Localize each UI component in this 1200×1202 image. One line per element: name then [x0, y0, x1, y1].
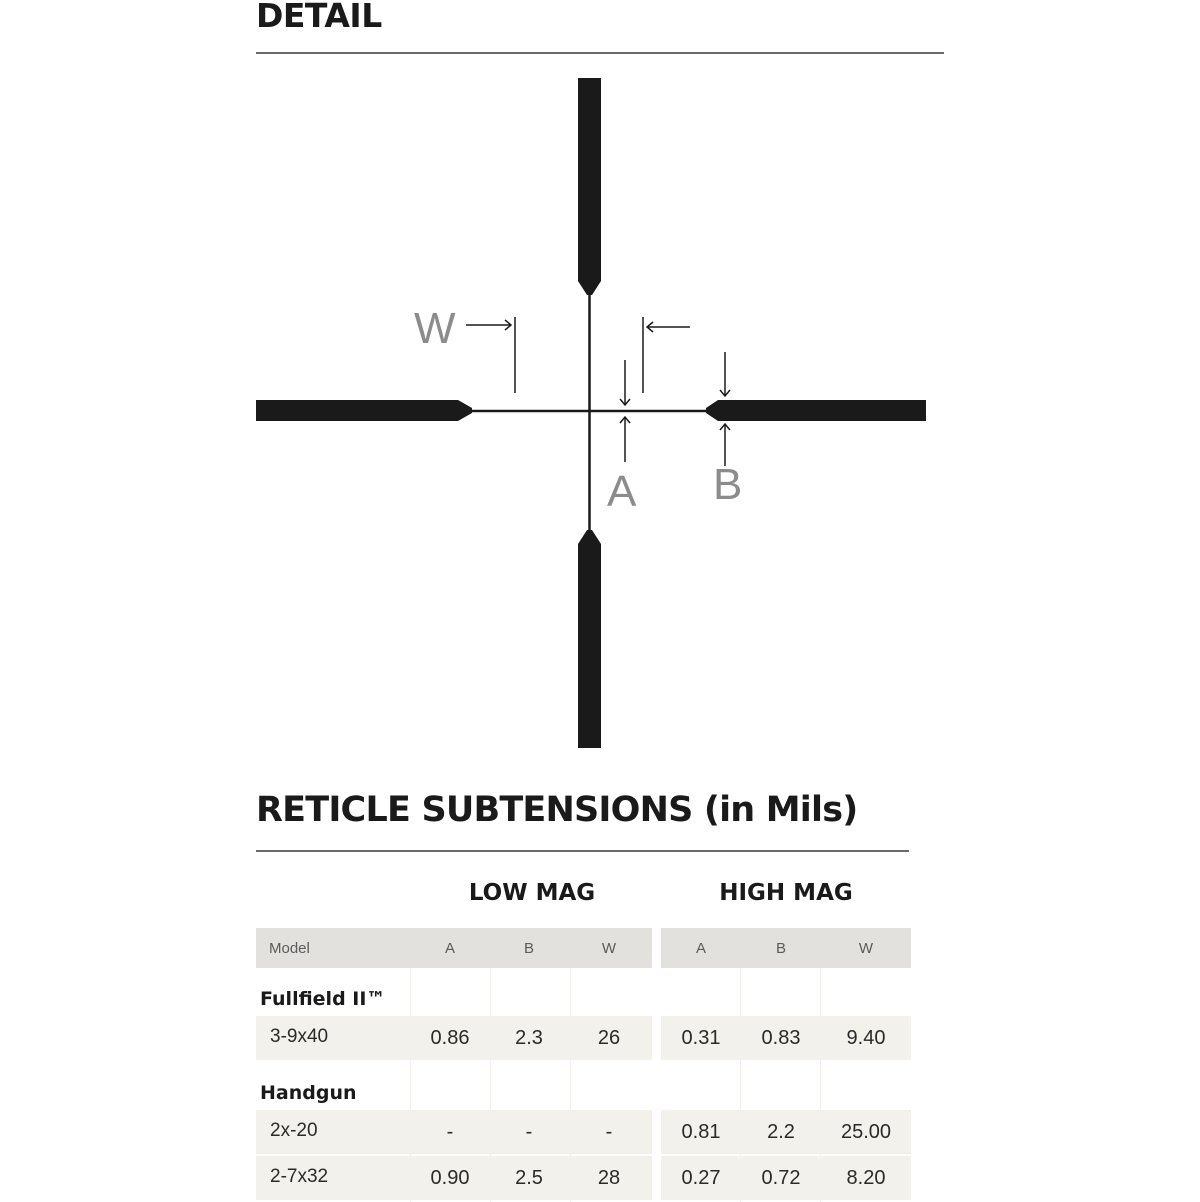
column-separator	[410, 968, 411, 1202]
column-separator	[490, 968, 491, 1202]
reticle-post-top	[578, 78, 601, 295]
header-low-w: W	[601, 939, 617, 957]
header-high-w: W	[858, 939, 874, 957]
low-value-w: 28	[597, 1166, 621, 1189]
header-high-a: A	[695, 939, 706, 957]
w-label: W	[414, 304, 456, 353]
column-separator	[820, 968, 821, 1202]
model-name: 3-9x40	[270, 1026, 329, 1047]
header-model: Model	[269, 939, 310, 957]
high-mag-heading: HIGH MAG	[719, 880, 853, 906]
low-value-w: 26	[597, 1026, 621, 1049]
detail-title: DETAIL	[256, 0, 382, 35]
reticle-post-right	[706, 400, 926, 421]
model-name: 2x-20	[270, 1120, 318, 1141]
low-value-a: 0.90	[430, 1166, 470, 1189]
high-value-w: 8.20	[846, 1166, 886, 1189]
model-name: 2-7x32	[270, 1166, 329, 1187]
high-value-a: 0.27	[681, 1166, 721, 1189]
low-value-b: 2.5	[515, 1166, 543, 1189]
high-value-w: 25.00	[840, 1120, 892, 1143]
a-label: A	[607, 467, 637, 516]
reticle-post-bottom	[578, 530, 601, 748]
category-label: Fullfield II™	[260, 988, 386, 1010]
reticle-posts	[256, 78, 926, 748]
subtensions-divider	[256, 850, 909, 852]
high-value-a: 0.31	[681, 1026, 721, 1049]
header-low-a: A	[444, 939, 455, 957]
low-value-a: -	[446, 1120, 454, 1143]
column-separator	[740, 968, 741, 1202]
low-value-w: -	[605, 1120, 613, 1143]
category-label: Handgun	[260, 1082, 357, 1104]
reticle-post-left	[256, 400, 472, 421]
low-value-b: -	[525, 1120, 533, 1143]
low-value-a: 0.86	[430, 1026, 470, 1049]
header-high-b: B	[775, 939, 786, 957]
high-value-b: 2.2	[767, 1120, 795, 1143]
low-value-b: 2.3	[515, 1026, 543, 1049]
high-value-b: 0.72	[761, 1166, 801, 1189]
high-value-b: 0.83	[761, 1026, 801, 1049]
high-value-w: 9.40	[846, 1026, 886, 1049]
group-gap	[652, 928, 661, 1202]
subtensions-title: RETICLE SUBTENSIONS (in Mils)	[256, 790, 858, 830]
column-separator	[570, 968, 571, 1202]
b-label: B	[713, 460, 743, 509]
header-low-b: B	[523, 939, 534, 957]
dimension-callouts	[466, 317, 730, 466]
high-value-a: 0.81	[681, 1120, 721, 1143]
low-mag-heading: LOW MAG	[468, 880, 596, 906]
